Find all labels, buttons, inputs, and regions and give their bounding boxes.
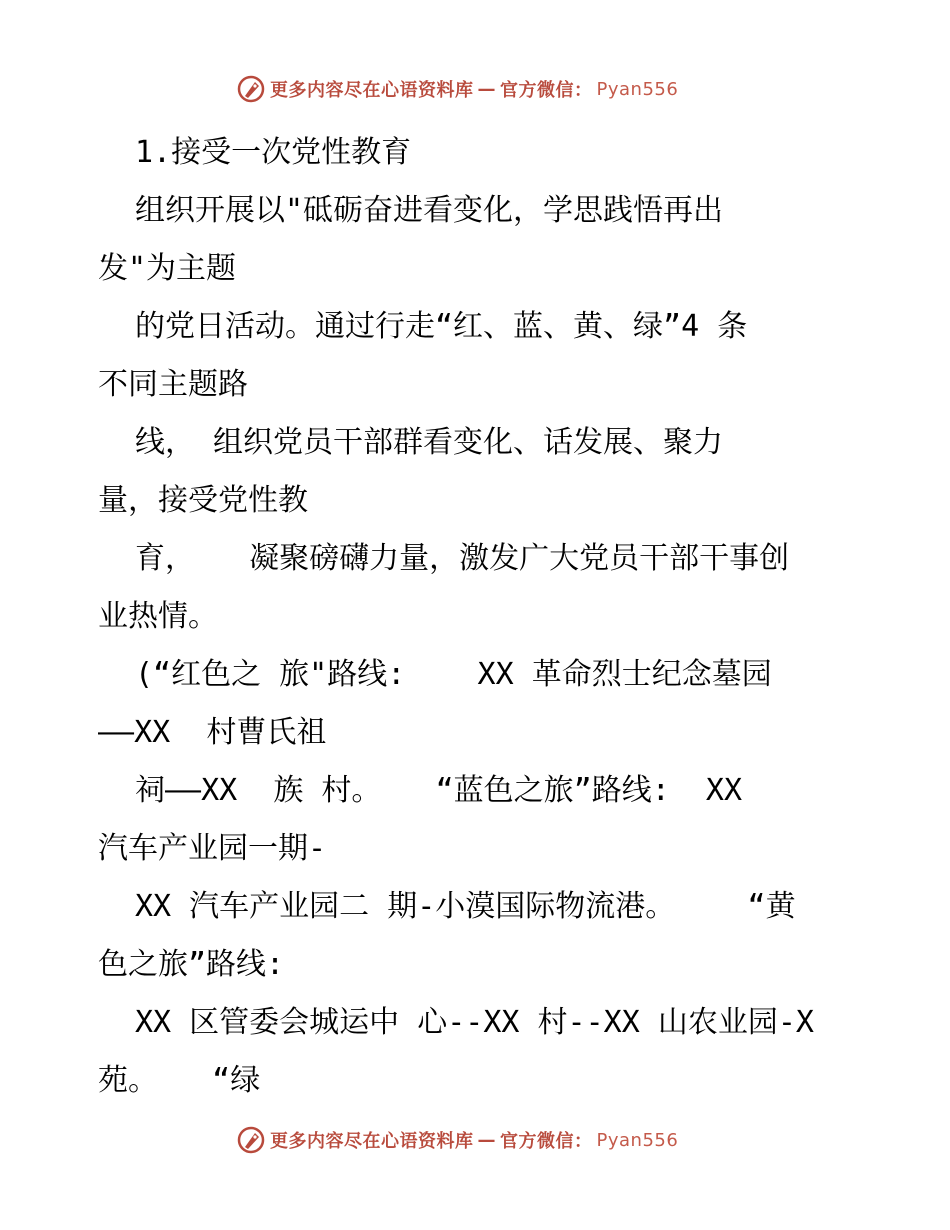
pen-nib-logo-icon bbox=[236, 74, 266, 104]
text-line: 祠——XX 族 村。 “蓝色之旅”路线: XX bbox=[135, 773, 743, 808]
watermark-code: Pyan556 bbox=[596, 1129, 679, 1151]
text-line: 业热情。 bbox=[98, 599, 218, 634]
document-body bbox=[98, 124, 858, 1110]
text-line: 的党日活动。通过行走“红、蓝、黄、绿”4 条 bbox=[135, 309, 748, 344]
text-line: 色之旅”路线: bbox=[98, 947, 285, 982]
text-line: 育， 凝聚磅礴力量，激发广大党员干部干事创 bbox=[135, 541, 790, 576]
watermark-text: 更多内容尽在心语资料库 bbox=[270, 1131, 474, 1152]
text-line: ——XX 村曹氏祖 bbox=[98, 715, 327, 750]
text-line: XX 区管委会城运中 心--XX 村--XX 山农业园-X bbox=[135, 1005, 814, 1040]
watermark-label: 官方微信： bbox=[500, 1131, 593, 1152]
text-line: 苑。 “绿 bbox=[98, 1063, 261, 1098]
text-line: XX 汽车产业园二 期-小漠国际物流港。 “黄 bbox=[135, 889, 796, 924]
text-line: 不同主题路 bbox=[98, 367, 248, 402]
watermark-code: Pyan556 bbox=[596, 78, 679, 100]
watermark-text: 更多内容尽在心语资料库 bbox=[270, 80, 474, 101]
watermark-footer bbox=[236, 1123, 678, 1157]
watermark-dash: — bbox=[477, 1129, 496, 1151]
text-line: 组织开展以"砥砺奋进看变化，学思践悟再出 bbox=[135, 193, 724, 228]
text-line: 1.接受一次党性教育 bbox=[135, 135, 412, 170]
watermark-header bbox=[236, 72, 678, 106]
text-line: 发"为主题 bbox=[98, 251, 237, 286]
text-line: (“红色之 旅"路线: XX 革命烈士纪念墓园 bbox=[135, 657, 772, 692]
pen-nib-logo-icon bbox=[236, 1125, 266, 1155]
text-line: 量，接受党性教 bbox=[98, 483, 308, 518]
watermark-dash: — bbox=[477, 78, 496, 100]
text-line: 线， 组织党员干部群看变化、话发展、聚力 bbox=[135, 425, 724, 460]
watermark-label: 官方微信： bbox=[500, 80, 593, 101]
text-line: 汽车产业园一期- bbox=[98, 831, 327, 866]
